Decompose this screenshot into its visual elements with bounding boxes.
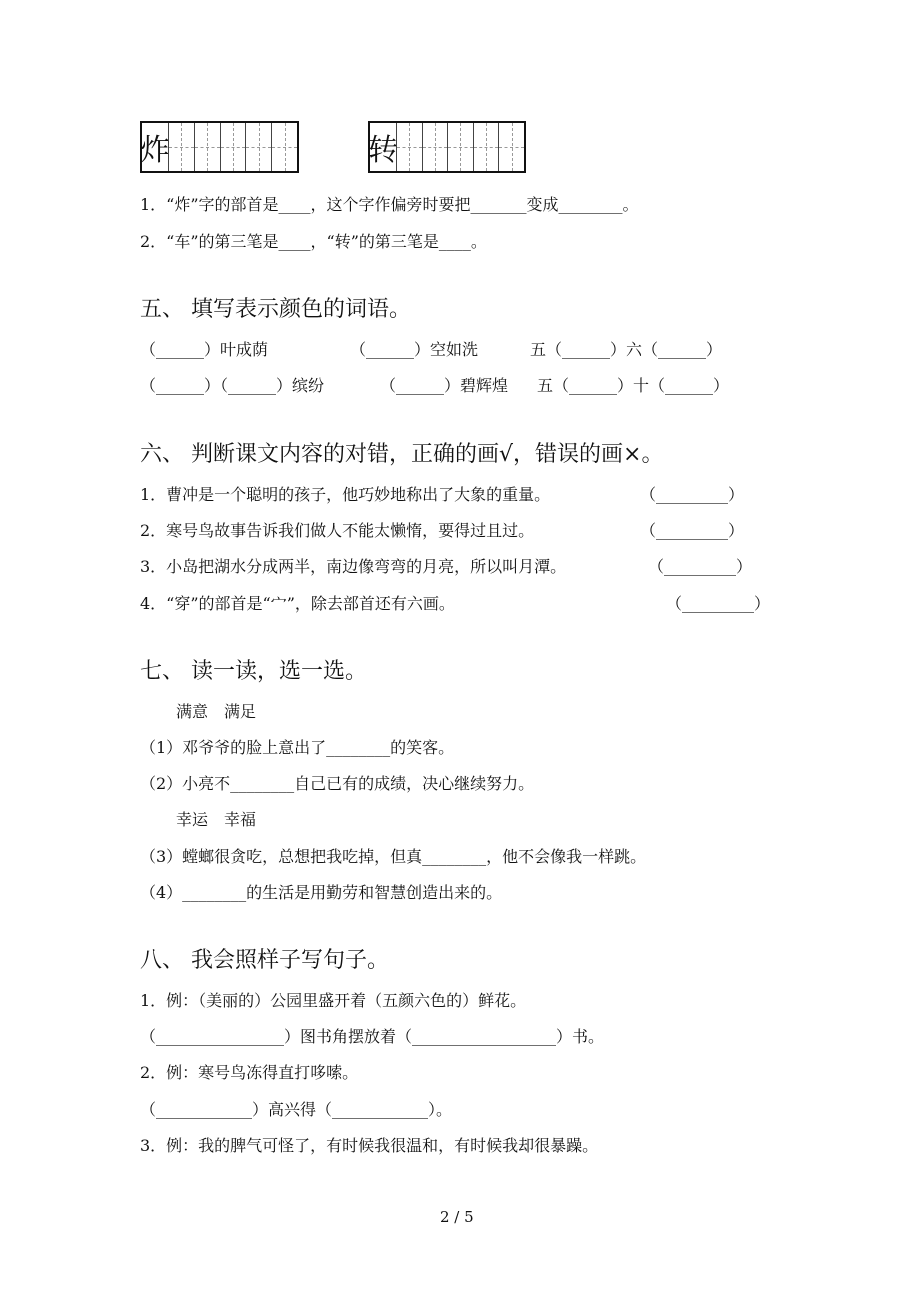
sentence-line: 3．例：我的脾气可怪了，有时候我很温和，有时候我却很暴躁。 bbox=[140, 1136, 599, 1155]
fill-question-2: （2）小亮不________自己已有的成绩，决心继续努力。 bbox=[140, 774, 535, 793]
judge-item: 1．曹冲是一个聪明的孩子，他巧妙地称出了大象的重量。 bbox=[140, 485, 551, 504]
judge-blank: （_________） bbox=[640, 485, 745, 504]
sentence-line: （____________）高兴得（____________）。 bbox=[140, 1100, 453, 1119]
judge-item: 3．小岛把湖水分成两半，南边像弯弯的月亮，所以叫月潭。 bbox=[140, 557, 567, 576]
section5-heading: 五、 填写表示颜色的词语。 bbox=[140, 297, 411, 322]
practice-cell bbox=[220, 123, 246, 171]
section7-heading: 七、 读一读，选一选。 bbox=[140, 659, 367, 684]
fill-question-4: （4）________的生活是用勤劳和智慧创造出来的。 bbox=[140, 883, 503, 902]
char-cell: 转 bbox=[368, 133, 398, 168]
practice-cell bbox=[396, 123, 422, 171]
section8-heading: 八、 我会照样子写句子。 bbox=[140, 948, 389, 973]
practice-cell bbox=[498, 123, 524, 171]
judge-blank: （_________） bbox=[666, 594, 771, 613]
color-blank: 五（______）十（______） bbox=[537, 376, 730, 395]
judge-blank: （_________） bbox=[648, 557, 753, 576]
color-blank: （______）（______）缤纷 bbox=[140, 376, 325, 395]
part4-question-1: 1．“炸”字的部首是____，这个字作偏旁时要把_______变成________。 bbox=[140, 195, 639, 214]
sentence-line: （________________）图书角摆放着（__________________）书。 bbox=[140, 1027, 605, 1046]
practice-cell bbox=[447, 123, 473, 171]
practice-cell bbox=[194, 123, 220, 171]
fill-question-1: （1）邓爷爷的脸上意出了________的笑客。 bbox=[140, 738, 455, 757]
judge-blank: （_________） bbox=[640, 521, 745, 540]
practice-cell bbox=[245, 123, 271, 171]
word-choices-1: 满意 满足 bbox=[176, 702, 257, 721]
practice-cell bbox=[168, 123, 194, 171]
sentence-line: 1．例：（美丽的）公园里盛开着（五颜六色的）鲜花。 bbox=[140, 991, 527, 1010]
color-blank: （______）空如洗 bbox=[350, 340, 479, 359]
judge-item: 2．寒号鸟故事告诉我们做人不能太懒惰，要得过且过。 bbox=[140, 521, 535, 540]
fill-question-3: （3）螳螂很贪吃，总想把我吃掉，但真________，他不会像我一样跳。 bbox=[140, 847, 647, 866]
judge-item: 4．“穿”的部首是“宀”，除去部首还有六画。 bbox=[140, 594, 455, 613]
char-box-zha bbox=[140, 121, 299, 173]
char-cell: 炸 bbox=[140, 133, 170, 168]
page-number: 2 / 5 bbox=[440, 1208, 474, 1226]
practice-cell bbox=[422, 123, 448, 171]
section6-heading: 六、 判断课文内容的对错，正确的画√，错误的画×。 bbox=[140, 442, 664, 467]
part4-question-2: 2．“车”的第三笔是____，“转”的第三笔是____。 bbox=[140, 232, 487, 251]
color-blank: （______）碧辉煌 bbox=[380, 376, 509, 395]
practice-cell bbox=[473, 123, 499, 171]
color-blank: （______）叶成荫 bbox=[140, 340, 269, 359]
word-choices-2: 幸运 幸福 bbox=[176, 810, 257, 829]
color-blank: 五（______）六（______） bbox=[530, 340, 723, 359]
sentence-line: 2．例：寒号鸟冻得直打哆嗦。 bbox=[140, 1063, 359, 1082]
char-box-zhuan bbox=[368, 121, 526, 173]
practice-cell bbox=[271, 123, 297, 171]
